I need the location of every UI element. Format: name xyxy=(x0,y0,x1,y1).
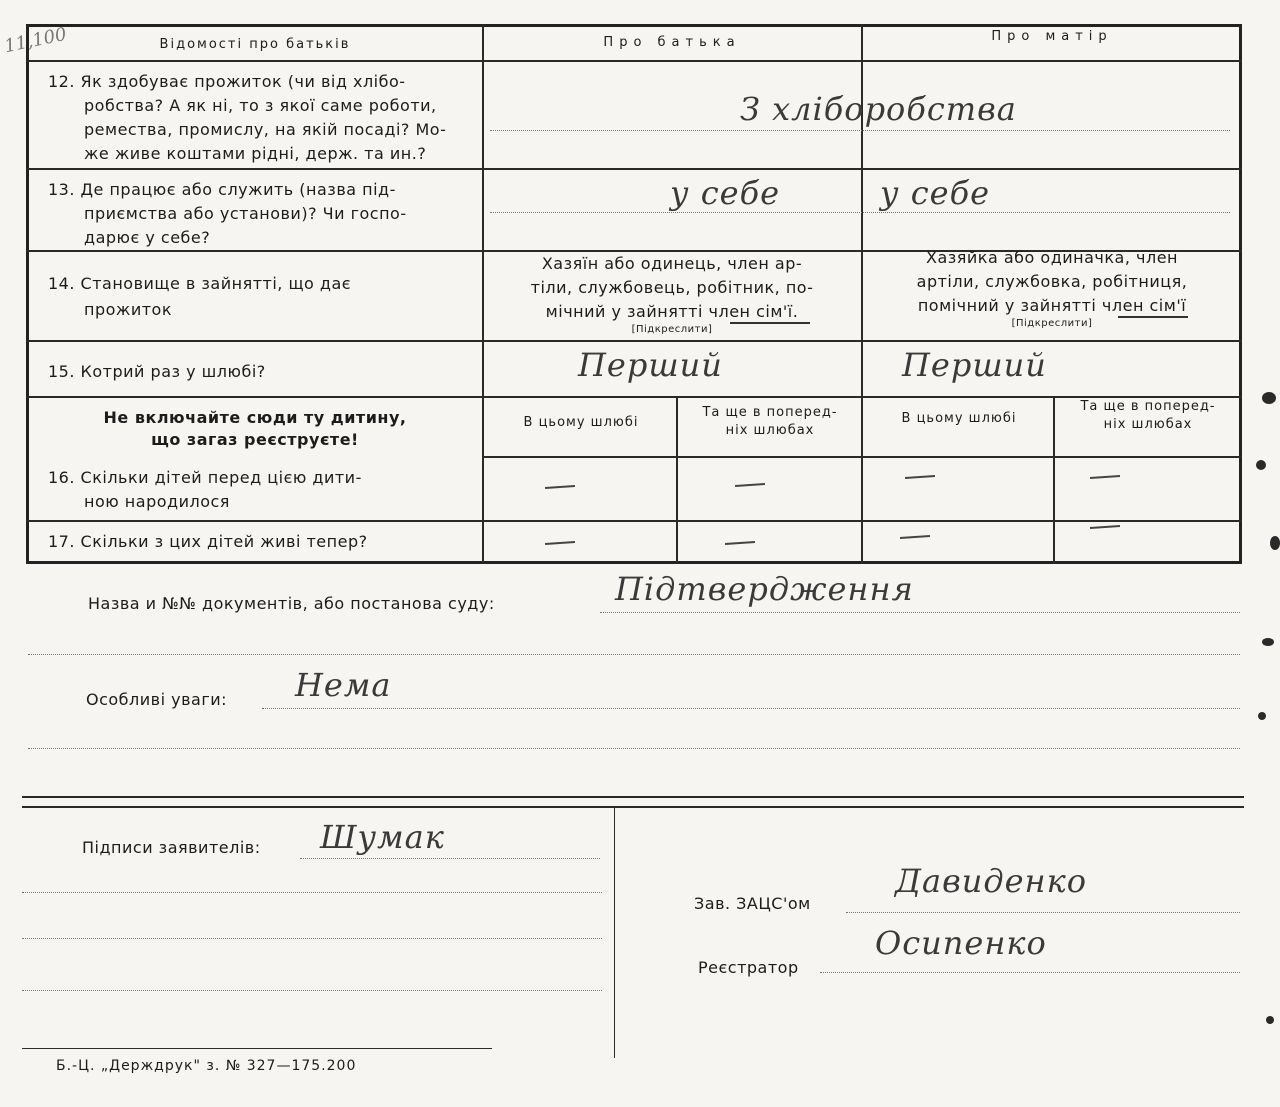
q14-line-2: прожиток xyxy=(84,300,172,319)
answer-13-mother-handwritten: у себе xyxy=(880,174,991,212)
mother-col-this-marriage: В цьому шлюбі xyxy=(901,411,1017,426)
notes-value-handwritten: Нема xyxy=(295,666,392,704)
opt14-father-line-2: тіли, службовець, робітник, по- xyxy=(530,278,814,297)
opt14-father-line-3: мічний у зайнятті член сім'ї. xyxy=(545,302,799,321)
underline-father-choice xyxy=(730,322,810,324)
row-divider-header xyxy=(26,60,1242,62)
opt14-mother-line-1: Хазяйка або одиначка, член xyxy=(926,248,1178,267)
head-signature-handwritten: Давиденко xyxy=(895,862,1087,900)
section-separator-top xyxy=(22,796,1244,798)
note-children-line-2: що загаз реєструєте! xyxy=(151,430,359,449)
col-divider-mother-sub xyxy=(1053,398,1055,564)
registrar-label: Реєстратор xyxy=(698,958,799,977)
q16-line-2: ною народилося xyxy=(84,492,230,511)
q16-line-1: 16. Скільки дітей перед цією дити- xyxy=(48,468,362,487)
q17: 17. Скільки з цих дітей живі тепер? xyxy=(48,532,368,551)
underline-mother-choice xyxy=(1118,316,1188,318)
col-divider-father-sub xyxy=(676,398,678,564)
q14-line-1: 14. Становище в зайнятті, що дає xyxy=(48,274,352,293)
header-father: Про батька xyxy=(603,35,741,50)
row-divider-12 xyxy=(26,168,1242,170)
col-divider-1 xyxy=(482,24,484,564)
applicants-line-1 xyxy=(300,858,600,859)
father-col-prev-2: ніх шлюбах xyxy=(725,423,815,438)
answer-13-father-handwritten: у себе xyxy=(670,174,781,212)
documents-value-handwritten: Підтвердження xyxy=(615,570,914,608)
applicants-signature-label: Підписи заявителів: xyxy=(82,838,261,857)
q12-line-2: робства? А як ні, то з якої саме роботи, xyxy=(84,96,437,115)
margin-note: 11,100 xyxy=(2,23,69,58)
applicants-line-2 xyxy=(22,892,602,893)
scan-speck xyxy=(1266,1016,1274,1024)
row-divider-subheader xyxy=(482,456,1242,458)
scan-speck xyxy=(1270,536,1280,550)
answer-line-12 xyxy=(490,130,1230,131)
printer-imprint: Б.-Ц. „Держдрук" з. № 327—175.200 xyxy=(56,1058,357,1074)
signature-divider xyxy=(614,808,615,1058)
footer-rule xyxy=(22,1048,492,1049)
notes-label: Особливі уваги: xyxy=(86,690,228,709)
opt14-mother-line-3: помічний у зайнятті член сім'ї xyxy=(917,296,1187,315)
q12-line-1: 12. Як здобуває прожиток (чи від хлібо- xyxy=(48,72,406,91)
answer-15-mother-handwritten: Перший xyxy=(902,346,1047,384)
scan-speck xyxy=(1262,392,1276,404)
header-info: Відомості про батьків xyxy=(159,37,351,52)
scan-speck xyxy=(1262,638,1274,646)
documents-label: Назва и №№ документів, або постанова суду: xyxy=(88,594,495,613)
notes-line-1 xyxy=(262,708,1240,709)
q12-line-3: ремества, промислу, на якій посаді? Мо- xyxy=(84,120,447,139)
note-children-line-1: Не включайте сюди ту дитину, xyxy=(103,408,407,427)
applicants-line-3 xyxy=(22,938,602,939)
father-col-this-marriage: В цьому шлюбі xyxy=(523,415,639,430)
underline-note-mother: [Підкреслити] xyxy=(1011,318,1093,329)
mother-col-prev-1: Та ще в поперед- xyxy=(1080,399,1216,414)
registrar-signature-handwritten: Осипенко xyxy=(875,924,1047,962)
section-separator-bottom xyxy=(22,806,1244,808)
answer-12-handwritten: З хліборобства xyxy=(740,90,1017,128)
head-label: Зав. ЗАЦС'ом xyxy=(694,894,811,913)
q13-line-3: дарює у себе? xyxy=(84,228,211,247)
q12-line-4: же живе коштами рідні, держ. та ин.? xyxy=(84,144,427,163)
header-mother: Про матір xyxy=(991,29,1113,44)
answer-15-father-handwritten: Перший xyxy=(578,346,723,384)
applicants-signature-handwritten: Шумак xyxy=(320,818,445,856)
underline-note-father: [Підкреслити] xyxy=(631,324,713,335)
answer-line-13 xyxy=(490,212,1230,213)
father-col-prev-1: Та ще в поперед- xyxy=(702,405,838,420)
scan-speck xyxy=(1258,712,1266,720)
documents-line-2 xyxy=(28,654,1240,655)
documents-line-1 xyxy=(600,612,1240,613)
q13-line-2: приємства або установи)? Чи госпо- xyxy=(84,204,407,223)
row-divider-14 xyxy=(26,340,1242,342)
q13-line-1: 13. Де працює або служить (назва під- xyxy=(48,180,396,199)
notes-line-2 xyxy=(28,748,1240,749)
applicants-line-4 xyxy=(22,990,602,991)
row-divider-16 xyxy=(26,520,1242,522)
opt14-father-line-1: Хазяїн або одинець, член ар- xyxy=(541,254,803,273)
head-line xyxy=(846,912,1240,913)
opt14-mother-line-2: артіли, службовка, робітниця, xyxy=(916,272,1188,291)
registrar-line xyxy=(820,972,1240,973)
mother-col-prev-2: ніх шлюбах xyxy=(1103,417,1193,432)
scan-speck xyxy=(1256,460,1266,470)
q15: 15. Котрий раз у шлюбі? xyxy=(48,362,266,381)
